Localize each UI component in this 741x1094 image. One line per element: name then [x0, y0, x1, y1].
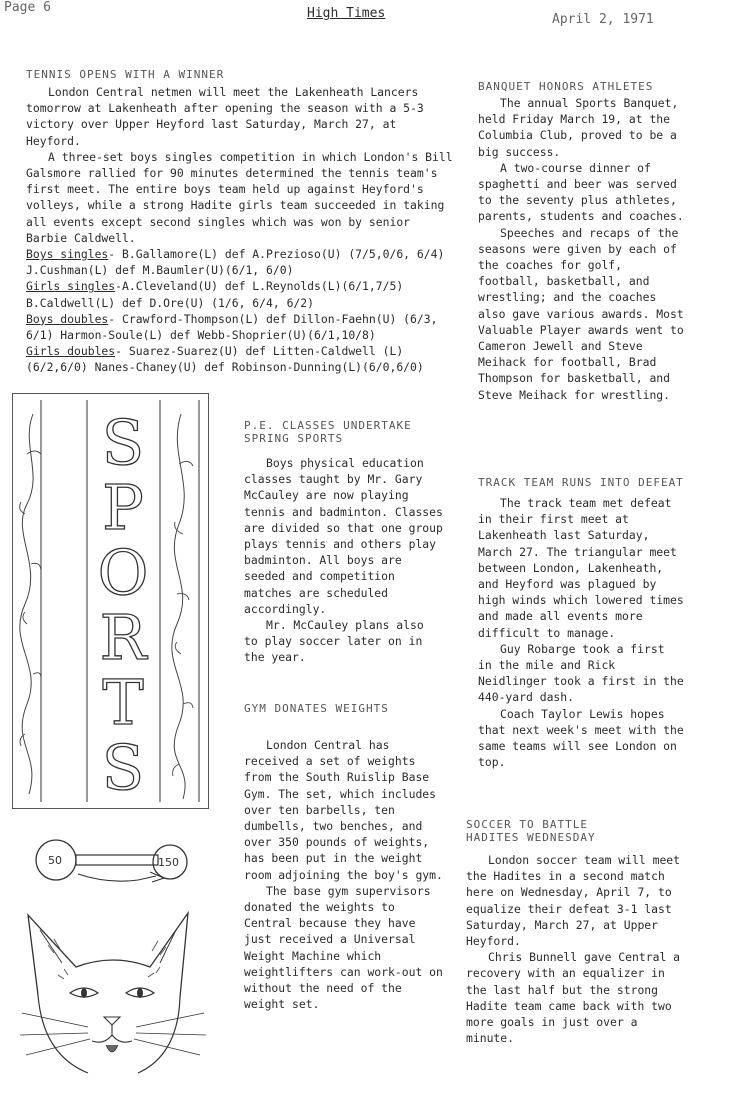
tennis-boys-singles [26, 246, 456, 278]
track-article [478, 476, 684, 770]
issue-date: April 2, 1971 [552, 12, 654, 27]
track-paragraph-1: The track team met defeat in their first meet at Lakenheath last Saturday, March 27. The triangular meet between London, Lakenheath, and Heyford was plagued by high winds which lowered times and made all events more difficult to manage. [478, 496, 684, 640]
newspaper-title: High Times [307, 6, 386, 21]
banquet-headline: BANQUET HONORS ATHLETES [478, 80, 654, 93]
banquet-paragraph-3: Speeches and recaps of the seasons were given by each of the coaches for golf, football, basketball, and wrestling; and the coaches also gave various awards. Most Valuable Player awards went to Cameron Jewell and Steve Meihack for football, Brad Thompson for basketball, and Steve Meihack for wrestling. [478, 225, 684, 402]
track-paragraph-2: Guy Robarge took a first in the mile and Rick Neidlinger took a first in the 440-yard dash. [478, 641, 684, 705]
soccer-article [466, 818, 682, 1046]
girls-doubles-results: - Suarez-Suarez(U) def Litten-Caldwell (L) (6/2,6/0) Nanes-Chaney(U) def Robinson-Dunning(L)(6/0,6/0) [26, 344, 424, 375]
soccer-headline-line-1: SOCCER TO BATTLE [466, 818, 588, 831]
soccer-headline-line-2: HADITES WEDNESDAY [466, 831, 596, 844]
soccer-paragraph-1: London soccer team will meet the Hadites in a second match here on Wednesday, April 7, to equalize their defeat 3-1 last Saturday, March 27, at Upper Heyford. [466, 853, 681, 949]
tennis-headline: TENNIS OPENS WITH A WINNER [26, 68, 225, 81]
banquet-article [478, 80, 684, 403]
banquet-paragraph-2: A two-course dinner of spaghetti and beer was served to the seventy plus athletes, parents, students and coaches. [478, 160, 684, 224]
gym-article [244, 702, 444, 1012]
pe-headline-line-2: SPRING SPORTS [244, 432, 344, 445]
gym-paragraph-2: The base gym supervisors donated the weights to Central because they have just received a Universal Weight Machine which weightlifters can work-out on without the need of the weight set. [244, 883, 443, 1012]
track-headline: TRACK TEAM RUNS INTO DEFEAT [478, 476, 684, 489]
gym-paragraph-1: London Central has received a set of weights from the South Ruislip Base Gym. The set, which includes over ten barbells, ten dumbells, two benches, and over 350 pounds of weights, has been put in the weight room adjoining the boy's gym. [244, 738, 443, 882]
girls-singles-results: -A.Cleveland(U) def L.Reynolds(L)(6/1,7/5) B.Caldwell(L) def D.Ore(U) (1/6, 6/4, 6/2) [26, 279, 404, 310]
sports-letter-4: R [99, 601, 147, 674]
track-paragraph-3: Coach Taylor Lewis hopes that next week's meet with the same teams will see London on top. [478, 706, 684, 770]
pe-article [244, 419, 444, 666]
tennis-paragraph-2: A three-set boys singles competition in which London's Bill Galsmore rallied for 90 minutes determined the tennis team's first meet. The entire boys team held up against Heyford's volleys, while a strong Hadite girls team succeeded in taking all events except second singles which was won by senior Barbie Caldwell. [26, 149, 453, 245]
cat-illustration [18, 905, 208, 1090]
sports-letter-3: O [97, 536, 149, 609]
boys-singles-results: - B.Gallamore(L) def A.Prezioso(U) (7/5,0/6, 6/4) J.Cushman(L) def M.Baumler(U)(6/1, 6/0) [26, 247, 445, 278]
soccer-paragraph-2: Chris Bunnell gave Central a recovery with an equalizer in the last half but the strong Hadite team came back with two more goals in just over a minute. [466, 950, 681, 1046]
banquet-paragraph-1: The annual Sports Banquet, held Friday March 19, at the Columbia Club, proved to be a big success. [478, 96, 679, 159]
girls-doubles-label: Girls doubles [26, 344, 116, 359]
sports-letter-6: S [101, 731, 145, 804]
pe-paragraph-2: Mr. McCauley plans also to play soccer later on in the year. [244, 618, 424, 665]
boys-doubles-results: - Crawford-Thompson(L) def Dillon-Faehn(U) (6/3, 6/1) Harmon-Soule(L) def Webb-Shoprier(U)(6/1,10/8) [26, 311, 438, 343]
sports-letter-1: S [101, 406, 145, 479]
tennis-boys-doubles [26, 311, 456, 343]
gym-headline: GYM DONATES WEIGHTS [244, 702, 389, 715]
right-weight-label: 150 [158, 856, 179, 869]
boys-singles-label: Boys singles [26, 247, 109, 262]
sports-letter-2: P [102, 471, 144, 544]
dumbbell-svg [18, 838, 208, 908]
girls-singles-label: Girls singles [26, 279, 116, 294]
dumbbell-illustration [18, 838, 208, 908]
cat-svg [18, 905, 208, 1090]
sports-letter-5: T [102, 666, 144, 739]
left-weight-label: 50 [48, 854, 62, 867]
tennis-girls-doubles [26, 343, 456, 375]
tennis-paragraph-1: London Central netmen will meet the Lakenheath Lancers tomorrow at Lakenheath after opening the season with a 5-3 victory over Upper Heyford last Saturday, March 27, at Heyford. [26, 85, 424, 148]
boys-doubles-label: Boys doubles [26, 311, 109, 326]
tennis-article [26, 68, 456, 376]
pe-paragraph-1: Boys physical education classes taught by Mr. Gary McCauley are now playing tennis and badminton. Classes are divided so that one group plays tennis and others play badminton. All boys are seeded and competition matches are scheduled accordingly. [244, 456, 443, 616]
page-number: Page 6 [4, 0, 51, 15]
sports-lettering-svg [13, 394, 208, 808]
sports-illustration [12, 393, 209, 809]
pe-headline-line-1: P.E. CLASSES UNDERTAKE [244, 419, 412, 432]
tennis-girls-singles [26, 278, 456, 310]
